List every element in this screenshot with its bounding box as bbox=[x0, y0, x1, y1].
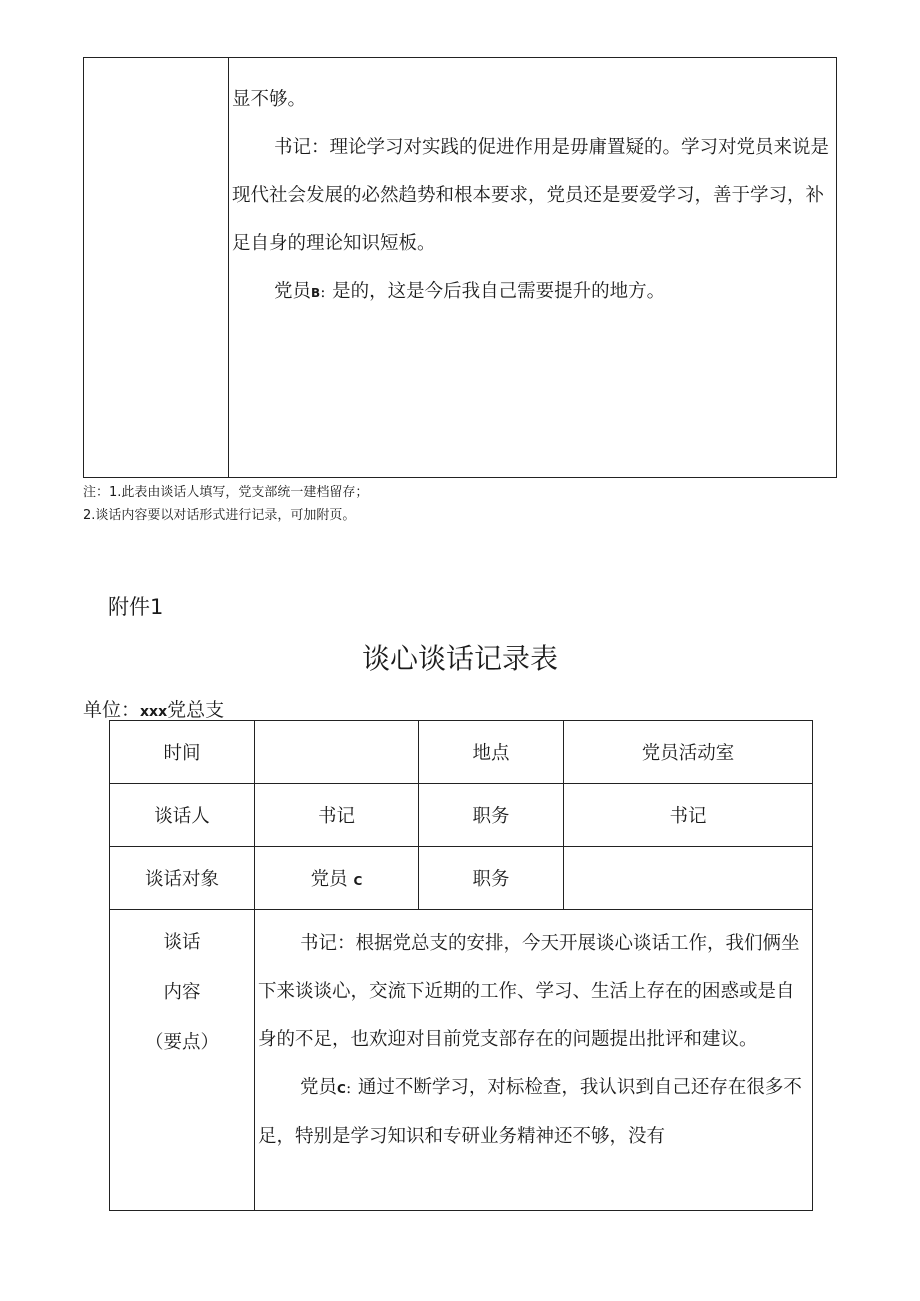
target-value-tag: C bbox=[353, 874, 363, 888]
member-b-reply bbox=[232, 268, 834, 317]
table-row bbox=[110, 784, 813, 847]
continuation-content-cell bbox=[230, 58, 836, 477]
target-label: 谈话对象 bbox=[110, 847, 255, 910]
target-value-prefix: 党员 bbox=[310, 869, 348, 890]
table-notes bbox=[83, 481, 368, 527]
content-label-line-1: 谈话 bbox=[163, 932, 201, 953]
target-value bbox=[255, 847, 419, 910]
place-label: 地点 bbox=[419, 721, 564, 784]
content-label-line-2: 内容 bbox=[163, 982, 201, 1003]
member-c-text: 通过不断学习，对标检查，我认识到自己还存在很多不足，特别是学习知识和专研业务精神还不够，没有 bbox=[258, 1077, 802, 1147]
member-c-reply bbox=[258, 1064, 812, 1161]
member-b-tag: B： bbox=[311, 286, 333, 300]
talker-label: 谈话人 bbox=[110, 784, 255, 847]
record-table bbox=[109, 720, 813, 1211]
secretary-opening: 书记：根据党总支的安排，今天开展谈心谈话工作，我们俩坐下来谈谈心，交流下近期的工作、学习、生活上存在的困惑或是自身的不足，也欢迎对目前党支部存在的问题提出批评和建议。 bbox=[258, 933, 800, 1050]
continuation-table bbox=[83, 57, 837, 478]
time-value bbox=[255, 721, 419, 784]
attachment-label: 附件1 bbox=[108, 595, 164, 619]
content-label bbox=[110, 910, 255, 1211]
unit-line bbox=[83, 695, 224, 722]
unit-value-text: 党总支 bbox=[167, 699, 225, 721]
continuation-label-cell bbox=[84, 58, 229, 477]
table-row bbox=[110, 847, 813, 910]
secretary-remark: 书记：理论学习对实践的促进作用是毋庸置疑的。学习对党员来说是现代社会发展的必然趋势和根本要求，党员还是要爱学习，善于学习，补足自身的理论知识短板。 bbox=[232, 137, 830, 254]
table-row bbox=[110, 910, 813, 1211]
page-title: 谈心谈话记录表 bbox=[361, 642, 558, 675]
member-b-text: 是的，这是今后我自己需要提升的地方。 bbox=[332, 281, 666, 302]
time-label: 时间 bbox=[110, 721, 255, 784]
talker-post-label: 职务 bbox=[419, 784, 564, 847]
target-post-value bbox=[564, 847, 813, 910]
talker-post-value: 书记 bbox=[564, 784, 813, 847]
note-line-2: 2.谈话内容要以对话形式进行记录，可加附页。 bbox=[83, 508, 356, 523]
target-post-label: 职务 bbox=[419, 847, 564, 910]
unit-label: 单位： bbox=[83, 699, 141, 721]
member-c-prefix: 党员 bbox=[300, 1077, 338, 1098]
note-line-1: 注：1.此表由谈话人填写，党支部统一建档留存； bbox=[83, 485, 369, 500]
place-value: 党员活动室 bbox=[564, 721, 813, 784]
continuation-line: 显不够。 bbox=[232, 89, 307, 110]
member-b-prefix: 党员 bbox=[274, 281, 312, 302]
talker-value: 书记 bbox=[255, 784, 419, 847]
table-row bbox=[110, 721, 813, 784]
member-c-tag: C： bbox=[337, 1082, 358, 1096]
content-cell bbox=[255, 910, 813, 1211]
unit-value-tag: xxx bbox=[140, 704, 168, 720]
content-label-line-3: （要点） bbox=[144, 1032, 219, 1053]
